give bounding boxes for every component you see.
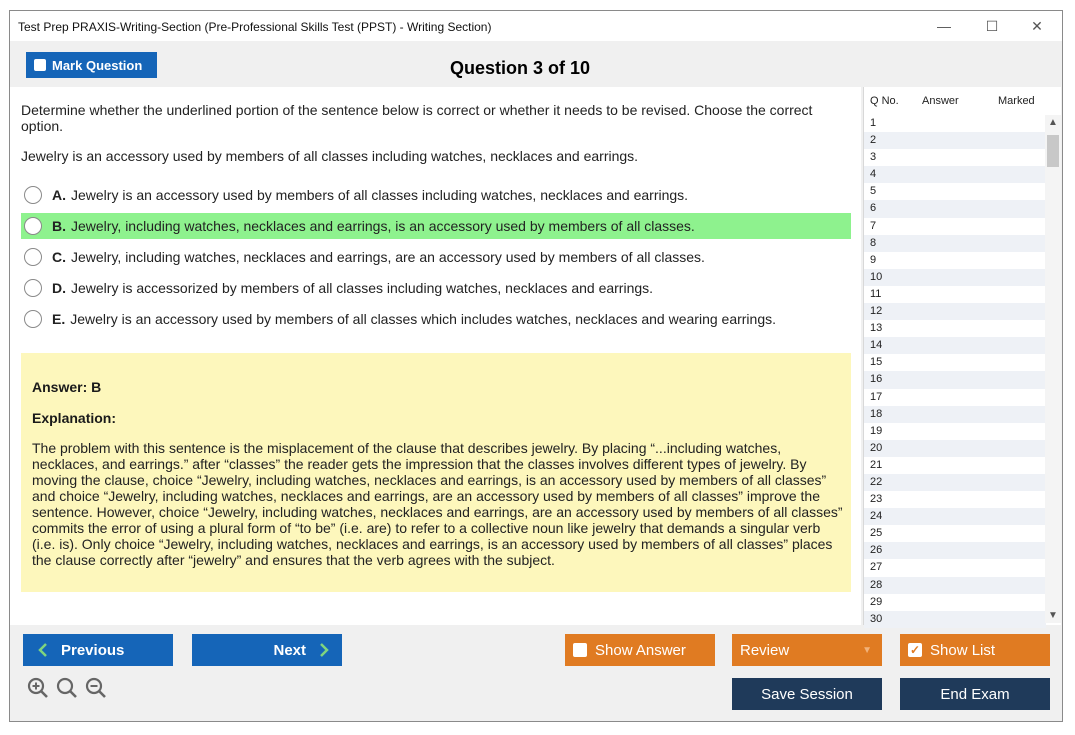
question-list-row[interactable]: 7 (870, 219, 877, 232)
question-sentence: Jewelry is an accessory used by members of all classes including watches, necklaces and earrings. (21, 148, 639, 164)
save-session-label: Save Session (761, 685, 853, 703)
question-list-row[interactable]: 5 (870, 185, 877, 198)
window-title: Test Prep PRAXIS-Writing-Section (Pre-Professional Skills Test (PPST) - Writing Section) (18, 20, 492, 34)
question-list-row[interactable]: 27 (870, 561, 883, 574)
question-list-row[interactable]: 25 (870, 527, 883, 540)
zoom-out-icon[interactable] (84, 676, 108, 700)
explanation-text: The problem with this sentence is the misplacement of the clause that describes jewelry. By placing “...including watches, necklaces, and earrings.” after “classes” the reader gets the impression that the classes involves different types of jewelry. By moving the clause, choice “Jewelry, including watches, necklaces and earrings, is an accessory used by members of all classes” and choice “Jewelry, including watches, necklaces and earrings, are an accessory used by members of all classes” improve the sentence. However, choice “Jewelry, including watches, necklaces and earrings, are an accessory used by members of all classes” commits the error of using a plural form of “to be” (i.e. are) to refer to a collective noun like jewelry that demands a singular verb (i.e. is). Only choice “Jewelry, including watches, necklaces and earrings, is an accessory used by members of all classes” places the clause correctly after “jewelry” and ensures that the verb agrees with the subject. (32, 440, 843, 568)
scrollbar-thumb[interactable] (1047, 135, 1059, 167)
chevron-left-icon (37, 643, 49, 657)
question-list-row[interactable]: 29 (870, 595, 883, 608)
zoom-in-icon[interactable] (26, 676, 50, 700)
question-list-row[interactable]: 18 (864, 406, 1046, 423)
option-a-radio[interactable] (24, 186, 42, 204)
option-text: Jewelry, including watches, necklaces and earrings, is an accessory used by members of all classes. (71, 218, 695, 234)
mark-question-checkbox[interactable] (34, 59, 46, 71)
question-list-row[interactable]: 30 (864, 611, 1046, 628)
question-counter: Question 3 of 10 (450, 58, 591, 78)
option-letter: D. (52, 280, 66, 296)
previous-label: Previous (61, 641, 125, 659)
title-bar (10, 11, 1062, 41)
mark-question-label: Mark Question (52, 57, 143, 73)
question-list-row[interactable]: 24 (864, 508, 1046, 525)
answer-label: Answer: B (32, 379, 102, 395)
question-list-row[interactable]: 6 (864, 200, 1046, 217)
maximize-button[interactable]: ☐ (985, 18, 999, 34)
question-list-row[interactable]: 26 (864, 542, 1046, 559)
option-text: Jewelry is accessorized by members of all classes including watches, necklaces and earrings. (71, 280, 654, 296)
question-list-row[interactable]: 21 (870, 458, 883, 471)
show-answer-button[interactable] (565, 634, 715, 666)
chevron-down-icon: ▼ (862, 644, 872, 656)
question-list-row[interactable]: 13 (870, 322, 883, 335)
option-a[interactable] (21, 182, 851, 208)
question-list-row[interactable]: 22 (864, 474, 1046, 491)
review-label: Review (740, 641, 790, 659)
option-letter: C. (52, 249, 66, 265)
show-answer-checkbox[interactable] (573, 643, 587, 657)
show-list-label: Show List (930, 641, 996, 659)
minimize-button[interactable]: — (937, 18, 951, 34)
chevron-down-icon[interactable]: ▼ (1048, 610, 1058, 621)
question-list-row[interactable]: 9 (870, 253, 877, 266)
question-list-row[interactable]: 15 (870, 356, 883, 369)
question-list-row[interactable]: 10 (864, 269, 1046, 286)
question-list-panel (863, 87, 1061, 625)
option-e-radio[interactable] (24, 310, 42, 328)
question-list-row[interactable]: 28 (864, 577, 1046, 594)
question-panel (10, 87, 861, 625)
option-letter: A. (52, 187, 66, 203)
answer-explanation-box (21, 353, 851, 592)
save-session-button[interactable] (732, 678, 882, 710)
zoom-reset-icon[interactable] (55, 676, 79, 700)
show-list-checkbox[interactable]: ✓ (909, 643, 921, 657)
review-dropdown[interactable] (732, 634, 882, 666)
option-c[interactable] (21, 244, 851, 270)
question-list-row[interactable]: 11 (870, 287, 882, 300)
chevron-right-icon (318, 643, 330, 657)
question-list-row[interactable]: 20 (864, 440, 1046, 457)
option-letter: B. (52, 218, 66, 234)
option-b-radio[interactable] (24, 217, 42, 235)
question-list-rows (864, 115, 1046, 628)
question-list-row[interactable]: 2 (864, 132, 1046, 149)
question-list-row[interactable]: 1 (870, 117, 877, 129)
end-exam-button[interactable] (900, 678, 1050, 710)
question-list-header (864, 87, 1061, 113)
question-list-row[interactable]: 12 (864, 303, 1046, 320)
option-text: Jewelry, including watches, necklaces and earrings, are an accessory used by members of all classes. (71, 249, 705, 265)
next-button[interactable] (192, 634, 342, 666)
option-text: Jewelry is an accessory used by members of all classes which includes watches, necklaces and wearing earrings. (70, 311, 776, 327)
question-list-row[interactable]: 19 (870, 424, 883, 437)
question-instruction: Determine whether the underlined portion of the sentence below is correct or whether it needs to be revised. Choose the correct option. (21, 102, 813, 134)
option-letter: E. (52, 311, 66, 327)
question-list-row[interactable]: 8 (864, 235, 1046, 252)
show-list-button[interactable] (900, 634, 1050, 666)
option-b[interactable] (21, 213, 851, 239)
question-list-row[interactable]: 23 (870, 493, 883, 506)
scroll-up-icon[interactable]: ▲ (1048, 117, 1058, 128)
next-label: Next (273, 641, 306, 659)
show-answer-label: Show Answer (595, 641, 686, 659)
previous-button[interactable] (23, 634, 173, 666)
question-list-scrollbar[interactable] (1045, 115, 1061, 623)
app-window (9, 10, 1063, 722)
marked-column-header: Marked (998, 95, 1035, 107)
question-list-row[interactable]: 3 (870, 151, 877, 164)
mark-question-button[interactable] (26, 52, 157, 78)
option-d[interactable] (21, 275, 851, 301)
option-text: Jewelry is an accessory used by members of all classes including watches, necklaces and earrings. (71, 187, 689, 203)
option-c-radio[interactable] (24, 248, 42, 266)
question-list-row[interactable]: 17 (870, 390, 883, 403)
option-e[interactable] (21, 306, 851, 332)
qno-column-header: Q No. (870, 95, 899, 107)
answer-column-header: Answer (922, 95, 959, 107)
question-list-row[interactable]: 14 (864, 337, 1046, 354)
question-toolbar (10, 41, 1062, 87)
end-exam-label: End Exam (940, 685, 1010, 703)
close-button[interactable]: ✕ (1031, 18, 1043, 34)
option-d-radio[interactable] (24, 279, 42, 297)
question-list-row[interactable]: 4 (864, 166, 1046, 183)
explanation-heading: Explanation: (32, 410, 117, 426)
question-list-row[interactable]: 16 (864, 371, 1046, 388)
